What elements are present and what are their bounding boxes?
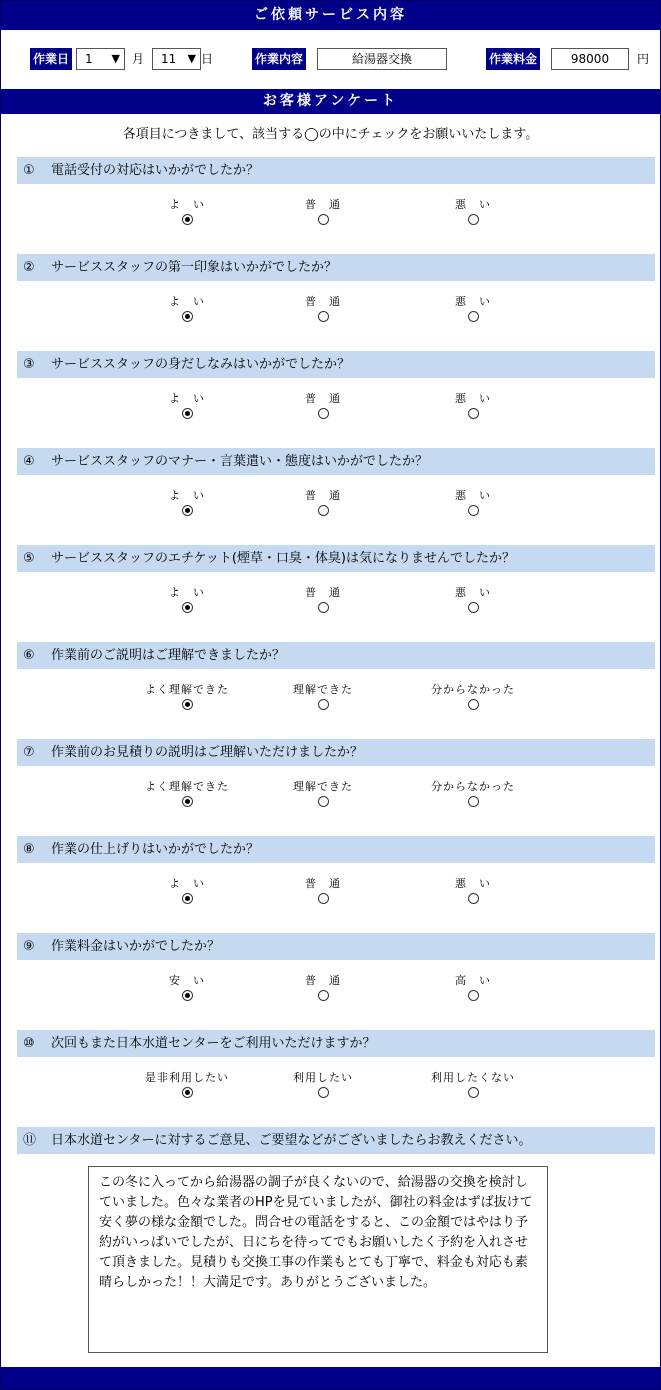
option-label: 理解できた <box>293 683 353 696</box>
question-text: 作業の仕上げりはいかがでしたか？ <box>51 842 260 857</box>
question-text: サービススタッフの身だしなみはいかがでしたか？ <box>51 357 351 372</box>
question-number: ⑤ <box>23 551 35 566</box>
radio-button[interactable] <box>468 408 479 419</box>
option-label: 普 通 <box>305 877 341 890</box>
option-label: よ い <box>169 877 205 890</box>
option-3-3[interactable] <box>403 391 543 422</box>
option-label: よ い <box>169 198 205 211</box>
question-3 <box>17 351 655 378</box>
question-number: ② <box>23 260 35 275</box>
option-7-1[interactable] <box>117 779 257 810</box>
radio-button[interactable] <box>182 505 193 516</box>
question-7 <box>17 739 655 766</box>
question-9 <box>17 933 655 960</box>
question-number: ③ <box>23 357 35 372</box>
month-unit: 月 <box>132 52 145 66</box>
radio-button[interactable] <box>468 990 479 1001</box>
option-label: よ い <box>169 392 205 405</box>
question-text: 電話受付の対応はいかがでしたか？ <box>51 163 260 178</box>
option-label: 安 い <box>169 974 205 987</box>
question-number: ⑧ <box>23 842 35 857</box>
option-4-2[interactable] <box>253 488 393 519</box>
option-2-1[interactable] <box>117 294 257 325</box>
radio-button[interactable] <box>318 214 329 225</box>
option-label: 普 通 <box>305 295 341 308</box>
question-text: 作業前のご説明はご理解できましたか？ <box>51 648 286 663</box>
radio-button[interactable] <box>318 893 329 904</box>
option-label: 普 通 <box>305 586 341 599</box>
radio-button[interactable] <box>182 408 193 419</box>
chevron-down-icon: ▼ <box>111 52 120 65</box>
radio-button[interactable] <box>318 990 329 1001</box>
radio-button[interactable] <box>182 602 193 613</box>
fee-field[interactable]: 98000 <box>551 48 629 70</box>
option-label: 高 い <box>455 974 491 987</box>
option-7-3[interactable] <box>403 779 543 810</box>
question-number: ⑦ <box>23 745 35 760</box>
option-label: 悪 い <box>455 489 491 502</box>
radio-button[interactable] <box>182 990 193 1001</box>
option-4-1[interactable] <box>117 488 257 519</box>
option-3-2[interactable] <box>253 391 393 422</box>
radio-button[interactable] <box>318 311 329 322</box>
option-6-3[interactable] <box>403 682 543 713</box>
option-5-3[interactable] <box>403 585 543 616</box>
day-unit: 日 <box>201 52 214 66</box>
radio-button[interactable] <box>182 796 193 807</box>
radio-button[interactable] <box>468 602 479 613</box>
radio-button[interactable] <box>318 602 329 613</box>
question-number: ⑨ <box>23 939 35 954</box>
question-text: 次回もまた日本水道センターをご利用いただけますか？ <box>51 1036 376 1051</box>
option-label: 普 通 <box>305 974 341 987</box>
radio-button[interactable] <box>468 1087 479 1098</box>
question-2 <box>17 254 655 281</box>
question-5 <box>17 545 655 572</box>
option-7-2[interactable] <box>253 779 393 810</box>
fee-unit: 円 <box>637 52 650 66</box>
option-9-1[interactable] <box>117 973 257 1004</box>
option-label: 分からなかった <box>431 683 515 696</box>
option-label: 悪 い <box>455 198 491 211</box>
question-text: サービススタッフのエチケット(煙草・口臭・体臭)は気になりませんでしたか？ <box>51 551 515 566</box>
survey-header: お客様アンケート <box>1 89 660 114</box>
chevron-down-icon: ▼ <box>187 52 196 65</box>
month-select[interactable] <box>76 48 125 70</box>
footer-bar <box>1 1367 660 1389</box>
question-6 <box>17 642 655 669</box>
question-text: サービススタッフの第一印象はいかがでしたか？ <box>51 260 338 275</box>
option-6-1[interactable] <box>117 682 257 713</box>
fee-label: 作業料金 <box>486 48 540 70</box>
option-label: 悪 い <box>455 586 491 599</box>
option-8-3[interactable] <box>403 876 543 907</box>
option-5-1[interactable] <box>117 585 257 616</box>
radio-button[interactable] <box>182 699 193 710</box>
survey-intro: 各項目につきまして、該当する◯の中にチェックをお願いいたします。 <box>122 127 539 142</box>
radio-button[interactable] <box>182 311 193 322</box>
comment-question <box>17 1127 655 1154</box>
option-2-3[interactable] <box>403 294 543 325</box>
option-label: よく理解できた <box>145 780 229 793</box>
option-label: よ い <box>169 489 205 502</box>
question-1 <box>17 157 655 184</box>
radio-button[interactable] <box>468 505 479 516</box>
radio-button[interactable] <box>182 893 193 904</box>
option-3-1[interactable] <box>117 391 257 422</box>
radio-button[interactable] <box>182 1087 193 1098</box>
question-number: ⑩ <box>23 1036 35 1051</box>
radio-button[interactable] <box>468 214 479 225</box>
option-label: よ い <box>169 295 205 308</box>
option-label: 悪 い <box>455 295 491 308</box>
option-9-2[interactable] <box>253 973 393 1004</box>
radio-button[interactable] <box>318 699 329 710</box>
question-8 <box>17 836 655 863</box>
content-field[interactable]: 給湯器交換 <box>317 48 447 70</box>
option-label: 理解できた <box>293 780 353 793</box>
radio-button[interactable] <box>182 214 193 225</box>
radio-button[interactable] <box>318 1087 329 1098</box>
option-label: 利用したい <box>293 1071 353 1084</box>
option-1-1[interactable] <box>117 197 257 228</box>
question-number: ④ <box>23 454 35 469</box>
radio-button[interactable] <box>468 311 479 322</box>
day-value: 11 <box>161 52 177 66</box>
date-label: 作業日 <box>30 48 72 70</box>
option-label: よ い <box>169 586 205 599</box>
question-text: 日本水道センターに対するご意見、ご要望などがございましたらお教えください。 <box>51 1133 532 1148</box>
question-text: サービススタッフのマナー・言葉遣い・態度はいかがでしたか？ <box>51 454 429 469</box>
option-label: 悪 い <box>455 877 491 890</box>
option-10-2[interactable] <box>253 1070 393 1101</box>
question-number: ⑪ <box>23 1133 37 1148</box>
radio-button[interactable] <box>468 893 479 904</box>
month-value: 1 <box>85 52 93 66</box>
comment-textarea[interactable]: この冬に入ってから給湯器の調子が良くないので、給湯器の交換を検討していました。色々な業者のHPを見ていましたが、御社の料金はずば抜けて安く夢の様な金額でした。問合せの電話をすると、この金額ではやはり予約がいっぱいでしたが、日にちを待ってでもお願いしたく予約を入れさせて頂きました。見積りも交換工事の作業もとても丁寧で、料金も対応も素晴らしかった！！大満足です。ありがとうございました。 <box>88 1166 548 1353</box>
radio-button[interactable] <box>318 796 329 807</box>
radio-button[interactable] <box>468 796 479 807</box>
question-text: 作業前のお見積りの説明はご理解いただけましたか？ <box>51 745 364 760</box>
option-4-3[interactable] <box>403 488 543 519</box>
option-10-1[interactable] <box>117 1070 257 1101</box>
radio-button[interactable] <box>318 505 329 516</box>
option-9-3[interactable] <box>403 973 543 1004</box>
option-label: 悪 い <box>455 392 491 405</box>
option-label: 普 通 <box>305 198 341 211</box>
radio-button[interactable] <box>468 699 479 710</box>
service-header: ご依頼サービス内容 <box>1 1 660 30</box>
option-6-2[interactable] <box>253 682 393 713</box>
question-10 <box>17 1030 655 1057</box>
radio-button[interactable] <box>318 408 329 419</box>
question-number: ① <box>23 163 35 178</box>
question-4 <box>17 448 655 475</box>
option-10-3[interactable] <box>403 1070 543 1101</box>
option-8-2[interactable] <box>253 876 393 907</box>
option-label: 利用したくない <box>431 1071 515 1084</box>
option-5-2[interactable] <box>253 585 393 616</box>
option-8-1[interactable] <box>117 876 257 907</box>
option-label: 分からなかった <box>431 780 515 793</box>
option-label: 普 通 <box>305 392 341 405</box>
day-select[interactable] <box>152 48 201 70</box>
option-1-2[interactable] <box>253 197 393 228</box>
option-label: 普 通 <box>305 489 341 502</box>
option-2-2[interactable] <box>253 294 393 325</box>
question-number: ⑥ <box>23 648 35 663</box>
option-label: よく理解できた <box>145 683 229 696</box>
question-text: 作業料金はいかがでしたか？ <box>51 939 221 954</box>
content-label: 作業内容 <box>252 48 306 70</box>
option-1-3[interactable] <box>403 197 543 228</box>
option-label: 是非利用したい <box>145 1071 229 1084</box>
